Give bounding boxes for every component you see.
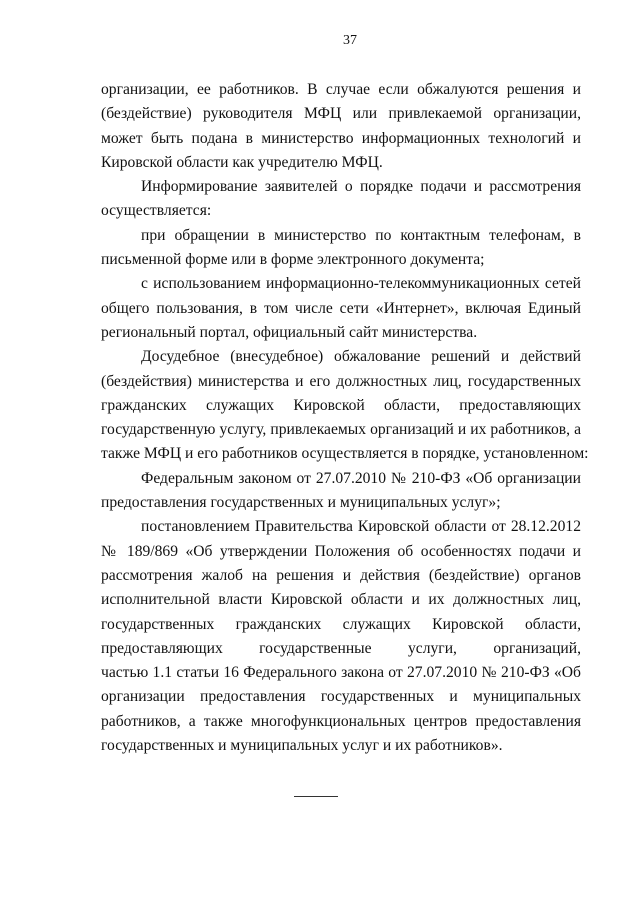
text-line: может быть подана в министерство информационных технологий и xyxy=(101,129,581,147)
text-line: Досудебное (внесудебное) обжалование решений и действий xyxy=(141,348,581,366)
text-line: организации предоставления государственных и муниципальных xyxy=(101,688,581,706)
text-line: гражданских служащих Кировской области, предоставляющих xyxy=(101,396,581,414)
paragraph xyxy=(101,78,581,175)
paragraph xyxy=(101,224,581,273)
text-line: работников, а также многофункциональных центров предоставления xyxy=(101,712,581,730)
paragraph xyxy=(101,345,589,466)
paragraph xyxy=(101,175,581,224)
text-line: региональный портал, официальный сайт министерства. xyxy=(101,323,478,341)
text-line: общего пользования, в том числе сети «Интернет», включая Единый xyxy=(101,299,581,317)
text-line: (бездействие) руководителя МФЦ или привлекаемой организации, xyxy=(101,105,581,123)
text-line: предоставляющих государственные услуги, организаций, xyxy=(101,639,581,657)
text-line: организации, ее работников. В случае если обжалуются решения и xyxy=(101,81,581,98)
document-body xyxy=(101,78,589,758)
text-line: при обращении в министерство по контактным телефонам, в xyxy=(141,226,581,244)
end-divider xyxy=(294,796,338,797)
page-number: 37 xyxy=(343,33,357,48)
text-line: № 189/869 «Об утверждении Положения об особенностях подачи и xyxy=(101,542,581,560)
text-line: осуществляется: xyxy=(101,202,212,220)
text-line: письменной форме или в форме электронного документа; xyxy=(101,251,485,269)
paragraph xyxy=(101,515,581,758)
text-line: исполнительной власти Кировской области и их должностных лиц, xyxy=(101,591,581,609)
text-line: государственных и муниципальных услуг и их работников». xyxy=(101,737,503,755)
text-line: рассмотрения жалоб на решения и действия (бездействие) органов xyxy=(101,566,581,584)
text-line: частью 1.1 статьи 16 Федерального закона от 27.07.2010 № 210-ФЗ «Об xyxy=(101,664,581,682)
text-line: также МФЦ и его работников осуществляется в порядке, установленном: xyxy=(101,445,589,463)
paragraph xyxy=(101,272,581,345)
text-line: (бездействия) министерства и его должностных лиц, государственных xyxy=(101,372,581,390)
text-line: с использованием информационно-телекоммуникационных сетей xyxy=(141,275,581,293)
paragraph xyxy=(101,467,581,516)
text-line: государственных гражданских служащих Кировской области, xyxy=(101,615,581,633)
text-line: Федеральным законом от 27.07.2010 № 210-ФЗ «Об организации xyxy=(141,469,581,487)
text-line: постановлением Правительства Кировской области от 28.12.2012 xyxy=(141,518,581,536)
text-line: Информирование заявителей о порядке подачи и рассмотрения xyxy=(141,178,581,196)
text-line: предоставления государственных и муниципальных услуг»; xyxy=(101,494,501,512)
text-line: Кировской области как учредителю МФЦ. xyxy=(101,153,383,171)
text-line: государственную услугу, привлекаемых организаций и их работников, а xyxy=(101,421,581,439)
